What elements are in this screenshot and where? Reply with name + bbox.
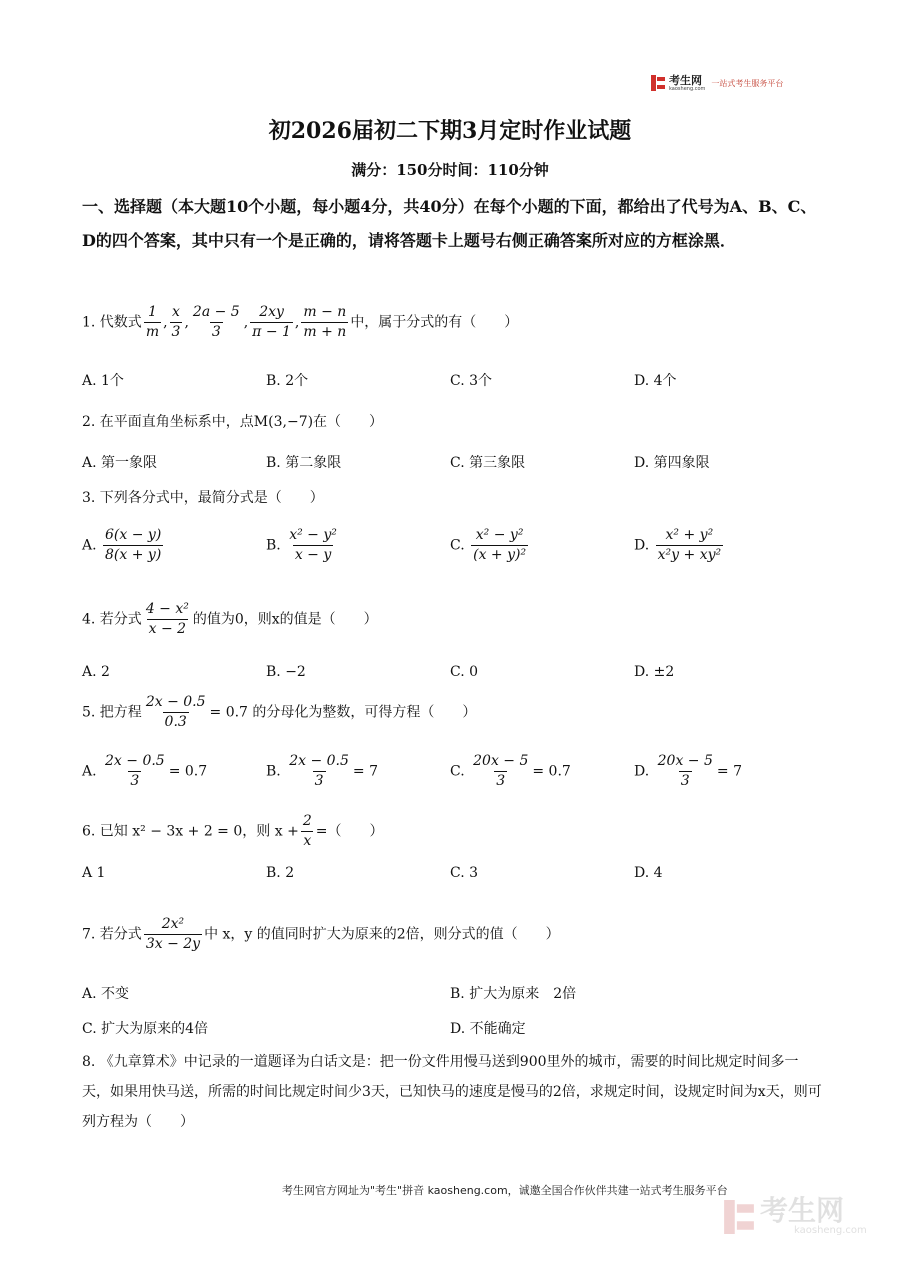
page-title: 初2026届初二下期3月定时作业试题 <box>268 118 632 144</box>
q7-den: 3x − 2y <box>145 936 201 952</box>
q5-den: 0.3 <box>164 714 187 730</box>
q1-f3-num: 2a − 5 <box>192 304 240 320</box>
q3-b-num: x² − y² <box>289 527 337 543</box>
q3-d-label: D. <box>634 537 650 554</box>
q1-f5-den: m + n <box>303 324 347 340</box>
q5-frac <box>144 693 208 732</box>
section-heading: 一、选择题（本大题10个小题，每小题4分，共40分）在每个小题的下面，都给出了代号为A、B、C、D的四个答案，其中只有一个是正确的，请将答题卡上题号右侧正确答案所对应的方框涂黑． <box>82 197 817 250</box>
q2-option-a: A. 第一象限 <box>82 455 158 471</box>
q6-num: 2 <box>302 813 312 829</box>
q5-a-num: 2x − 0.5 <box>105 753 165 769</box>
watermark-text: 考生网 <box>760 1194 845 1227</box>
q3-b-frac <box>287 526 339 565</box>
q3-option-d <box>634 526 725 565</box>
question-6 <box>82 812 383 851</box>
q3-b-label: B. <box>266 537 281 554</box>
q3-c-label: C. <box>450 537 465 554</box>
q1-option-a: A. 1个 <box>82 373 124 389</box>
q3-option-a <box>82 526 165 565</box>
q7-option-a: A. 不变 <box>82 986 130 1002</box>
q1-f3-den: 3 <box>211 324 221 340</box>
q3-b-den: x − y <box>294 547 332 563</box>
q4-option-d: D. ±2 <box>634 664 675 680</box>
q5-b-frac <box>287 752 351 791</box>
page-subtitle: 满分：150分时间：110分钟 <box>351 161 549 179</box>
q1-f2-num: x <box>172 304 180 320</box>
q3-a-den: 8(x + y) <box>105 547 162 563</box>
q7-num: 2x² <box>161 916 185 932</box>
q4-option-c: C. 0 <box>450 664 479 680</box>
q3-option-c <box>450 526 530 565</box>
question-7 <box>82 915 560 954</box>
q6-frac <box>301 812 314 851</box>
q1-frac-4 <box>250 303 293 342</box>
brand-header <box>651 73 783 93</box>
q2-option-b: B. 第二象限 <box>266 455 342 471</box>
q2-option-c: C. 第三象限 <box>450 455 526 471</box>
q3-c-den: (x + y)² <box>473 547 527 563</box>
q7-option-d: D. 不能确定 <box>450 1021 526 1037</box>
question-1: 1. 代数式 $\frac{1}{m}$ , $\frac{x}{3}$ , $\frac{2a - 5}{3}$ , $\frac{2xy}{\pi - 1}$ , $\frac{m - n}{m + n}$ 中，属于分式的有（ ） <box>82 304 519 340</box>
q5-b-num: 2x − 0.5 <box>289 753 349 769</box>
q6-den: x <box>303 833 312 849</box>
q3-c-num: x² − y² <box>475 527 524 543</box>
q7-option-b: B. 扩大为原来 2倍 <box>450 986 577 1002</box>
q2-option-d: D. 第四象限 <box>634 455 710 471</box>
q5-c-num: 20x − 5 <box>473 753 529 769</box>
q3-c-frac <box>471 526 528 565</box>
q4-option-a: A. 2 <box>82 664 110 680</box>
q7-option-c: C. 扩大为原来的4倍 <box>82 1021 209 1037</box>
q3-a-frac <box>103 526 163 565</box>
watermark-text-block <box>754 1194 867 1236</box>
footer-text: 考生网官方网址为"考生"拼音 kaosheng.com，诚邀全国合作伙伴共建一站式考生服务平台 <box>282 1184 728 1197</box>
q5-b-den: 3 <box>314 773 324 789</box>
q3-a-num: 6(x − y) <box>105 527 162 543</box>
brand-text <box>669 75 705 92</box>
q3-option-b <box>266 526 341 565</box>
q5-a-den: 3 <box>130 773 140 789</box>
q1-f5-num: m − n <box>303 304 347 320</box>
q5-option-c <box>450 752 571 791</box>
q1-option-c: C. 3个 <box>450 373 493 389</box>
q1-suffix: 中，属于分式的有（ ） <box>350 314 519 331</box>
q6-suffix: =（ ） <box>315 823 384 840</box>
question-5 <box>82 693 476 732</box>
question-8: 8. 《九章算术》中记录的一道题译为白话文是：把一份文件用慢马送到900里外的城市，需要的时间比规定时间多一天，如果用快马送，所需的时间比规定时间少3天，已知快马的速度是慢马的2倍，求规定时间，设规定时间为x天，则可列方程为（ ） <box>82 1054 822 1130</box>
q6-option-a: A 1 <box>82 865 106 881</box>
q5-d-frac <box>656 752 715 791</box>
q1-frac-2 <box>170 303 183 342</box>
q3-d-num: x² + y² <box>665 527 714 543</box>
q5-c-label: C. <box>450 763 465 780</box>
q5-d-den: 3 <box>680 773 690 789</box>
q1-option-b: B. 2个 <box>266 373 309 389</box>
brand-name: 考生网 <box>669 73 702 87</box>
q1-frac-1 <box>144 303 161 342</box>
q5-prefix: 5. 把方程 <box>82 704 142 721</box>
question-4 <box>82 600 378 639</box>
brand-logo-icon <box>651 75 665 91</box>
q4-frac <box>144 600 191 639</box>
q5-a-label: A. <box>82 763 97 780</box>
q3-a-label: A. <box>82 537 97 554</box>
q4-den: x − 2 <box>148 621 187 637</box>
question-2: 2. 在平面直角坐标系中，点M(3,−7)在（ ） <box>82 414 384 430</box>
q1-f4-den: π − 1 <box>252 324 291 340</box>
q1-f1-num: 1 <box>147 304 157 320</box>
q5-c-frac <box>471 752 530 791</box>
q5-d-label: D. <box>634 763 650 780</box>
q4-prefix: 4. 若分式 <box>82 611 142 628</box>
q5-d-rhs: = 7 <box>716 763 742 780</box>
q4-num: 4 − x² <box>145 601 189 617</box>
question-3: 3. 下列各分式中，最简分式是（ ） <box>82 490 324 506</box>
q5-option-a <box>82 752 207 791</box>
q7-suffix: 中 x，y 的值同时扩大为原来的2倍，则分式的值（ ） <box>204 926 560 943</box>
watermark-logo-icon <box>724 1200 754 1234</box>
q5-a-frac <box>103 752 167 791</box>
q5-option-b <box>266 752 378 791</box>
q4-suffix: 的值为0，则x的值是（ ） <box>192 611 378 628</box>
q1-option-d: D. 4个 <box>634 373 677 389</box>
brand-url: kaosheng.com <box>669 85 706 92</box>
q6-option-b: B. 2 <box>266 865 295 881</box>
q5-option-d <box>634 752 742 791</box>
q5-c-rhs: = 0.7 <box>532 763 571 780</box>
q1-f1-den: m <box>145 324 160 340</box>
q1-frac-3 <box>191 303 242 342</box>
q3-d-frac <box>656 526 723 565</box>
q5-d-num: 20x − 5 <box>657 753 713 769</box>
q7-frac <box>144 915 202 954</box>
q6-option-c: C. 3 <box>450 865 479 881</box>
q5-a-rhs: = 0.7 <box>168 763 208 780</box>
q1-prefix: 1. 代数式 <box>82 314 142 331</box>
q7-prefix: 7. 若分式 <box>82 926 142 943</box>
q1-frac-5 <box>301 303 348 342</box>
q6-option-d: D. 4 <box>634 865 663 881</box>
q5-num: 2x − 0.5 <box>145 694 206 710</box>
q4-option-b: B. −2 <box>266 664 306 680</box>
q5-b-label: B. <box>266 763 281 780</box>
watermark-url: kaosheng.com <box>794 1225 867 1236</box>
watermark <box>724 1194 867 1236</box>
q3-d-den: x²y + xy² <box>657 547 722 563</box>
q5-b-rhs: = 7 <box>352 763 378 780</box>
q5-c-den: 3 <box>496 773 506 789</box>
q5-suffix: = 0.7 的分母化为整数，可得方程（ ） <box>209 704 477 721</box>
q1-f2-den: 3 <box>171 324 181 340</box>
q1-f4-num: 2xy <box>259 304 284 320</box>
q6-prefix: 6. 已知 x² − 3x + 2 = 0，则 x + <box>82 823 299 840</box>
brand-slogan: 一站式考生服务平台 <box>711 78 784 88</box>
